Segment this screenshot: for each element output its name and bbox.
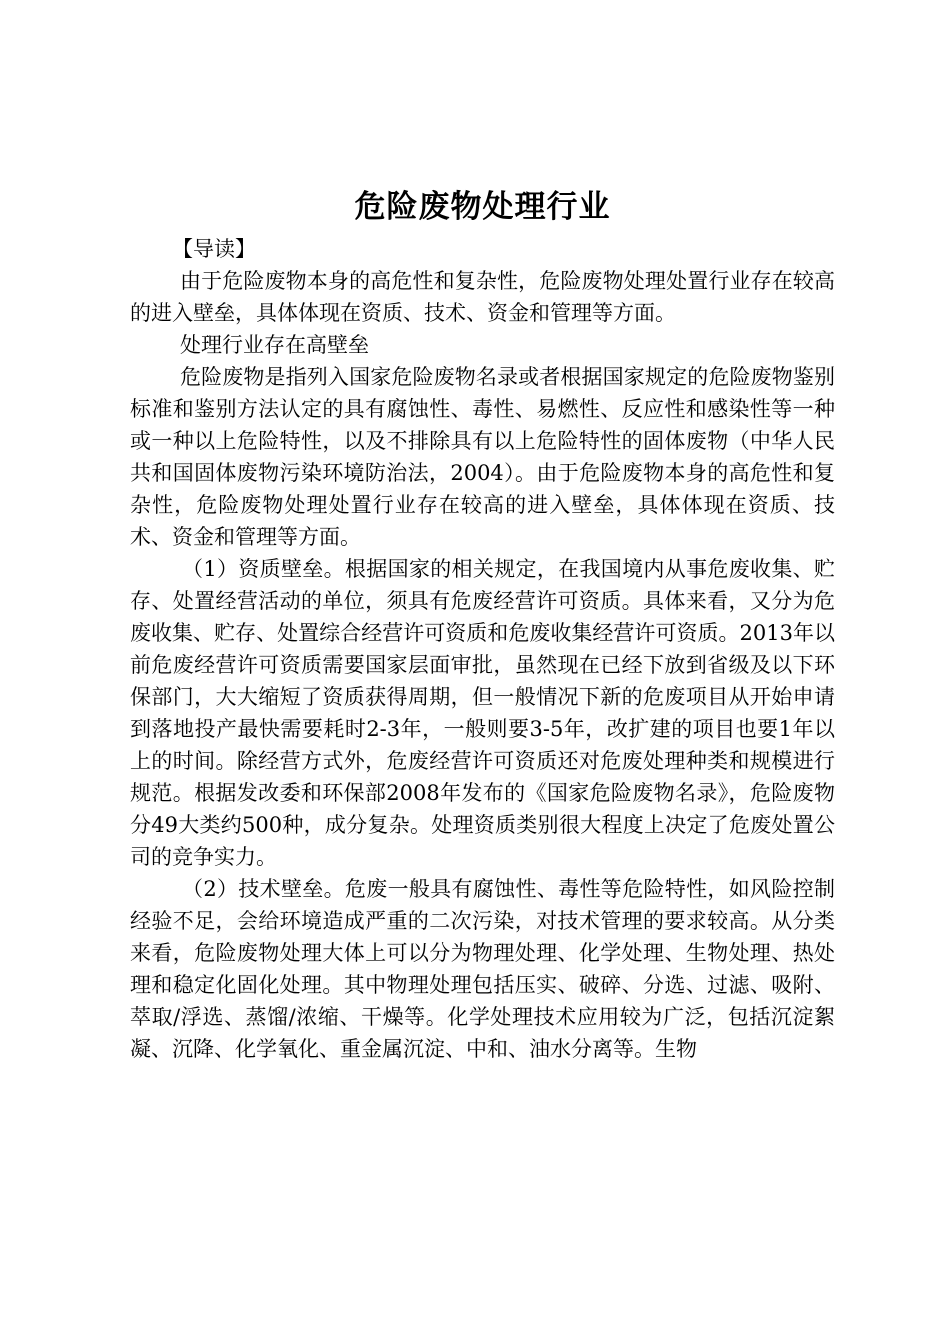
lead-label: 【导读】: [172, 237, 256, 261]
paragraph-definition: 危险废物是指列入国家危险废物名录或者根据国家规定的危险废物鉴别标准和鉴别方法认定的具有腐蚀性、毒性、易燃性、反应性和感染性等一种或一种以上危险特性，以及不排除具有以上危险特性的固体废物（中华人民共和国固体废物污染环境防治法，2004）。由于危险废物本身的高危性和复杂性，危险废物处理处置行业存在较高的进入壁垒，具体体现在资质、技术、资金和管理等方面。: [130, 365, 835, 549]
document-body: [130, 183, 835, 1065]
paragraph-intro: 由于危险废物本身的高危性和复杂性，危险废物处理处置行业存在较高的进入壁垒，具体体现在资质、技术、资金和管理等方面。: [130, 269, 835, 325]
document-title: 危险废物处理行业: [354, 189, 611, 225]
section-heading: 处理行业存在高壁垒: [180, 333, 369, 357]
paragraph-technical-barrier: （2）技术壁垒。危废一般具有腐蚀性、毒性等危险特性，如风险控制经验不足，会给环境造成严重的二次污染，对技术管理的要求较高。从分类来看，危险废物处理大体上可以分为物理处理、化学处理、生物处理、热处理和稳定化固化处理。其中物理处理包括压实、破碎、分选、过滤、吸附、萃取/浮选、蒸馏/浓缩、干燥等。化学处理技术应用较为广泛，包括沉淀絮凝、沉降、化学氧化、重金属沉淀、中和、油水分离等。生物: [130, 877, 835, 1061]
paragraph-qualification-barrier: （1）资质壁垒。根据国家的相关规定，在我国境内从事危废收集、贮存、处置经营活动的单位，须具有危废经营许可资质。具体来看，又分为危废收集、贮存、处置综合经营许可资质和危废收集经营许可资质。2013年以前危废经营许可资质需要国家层面审批，虽然现在已经下放到省级及以下环保部门，大大缩短了资质获得周期，但一般情况下新的危废项目从开始申请到落地投产最快需要耗时2-3年，一般则要3-5年，改扩建的项目也要1年以上的时间。除经营方式外，危废经营许可资质还对危废处理种类和规模进行规范。根据发改委和环保部2008年发布的《国家危险废物名录》，危险废物分49大类约500种，成分复杂。处理资质类别很大程度上决定了危废处置公司的竞争实力。: [130, 557, 835, 869]
